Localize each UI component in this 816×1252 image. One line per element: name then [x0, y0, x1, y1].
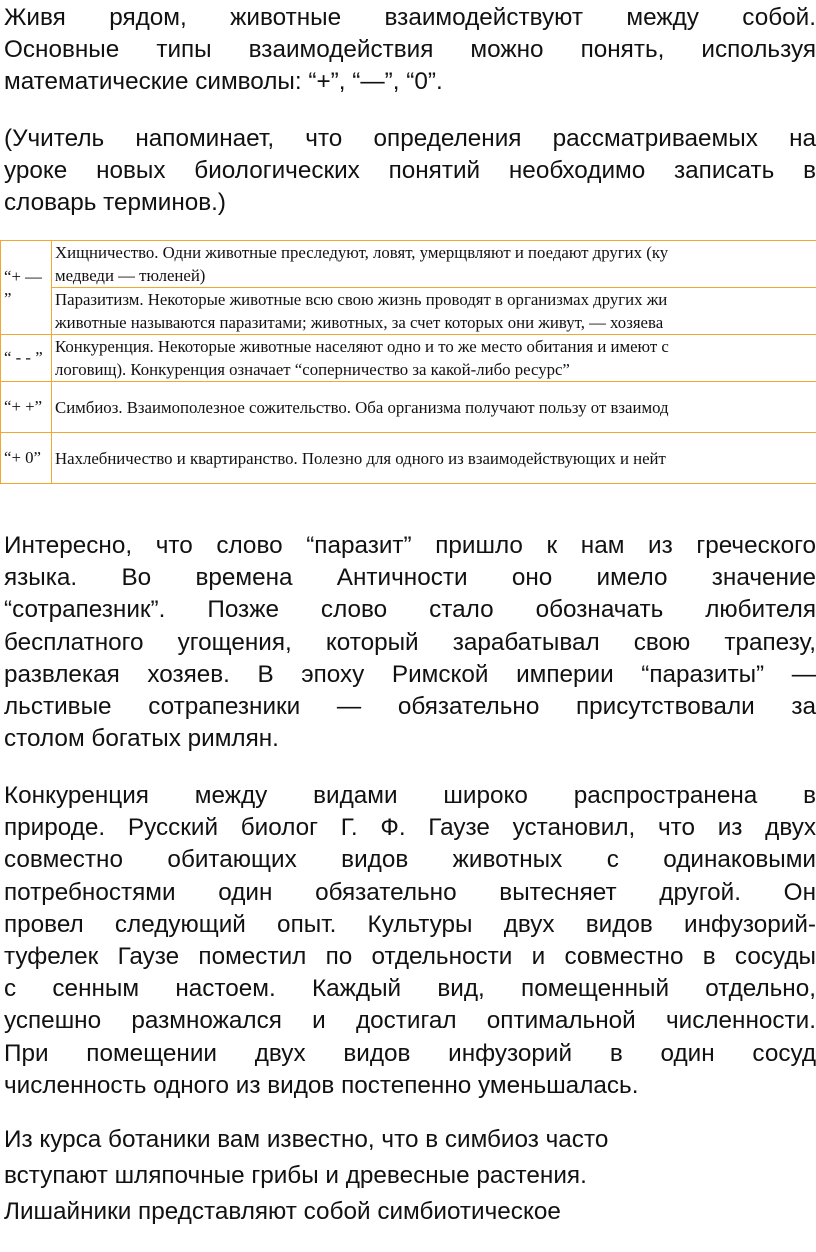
table-row: [1, 433, 816, 484]
text-line: Лишайники представляют собой симбиотическое: [4, 1198, 561, 1225]
text-line: бесплатного угощения, который зарабатывал свою трапезу,: [4, 628, 816, 656]
symbol-cell: “+ — ”: [1, 241, 52, 335]
text-line: уроке новых биологических понятий необходимо записать в: [4, 157, 816, 185]
competition-paragraph: [4, 780, 816, 1102]
symbol-cell: “ - - ”: [1, 335, 52, 382]
text-line: математические символы: “+”, “—”, “0”.: [4, 68, 443, 96]
text-line: туфелек Гаузе поместил по отдельности и совместно в сосуды: [4, 942, 816, 970]
table-row: [1, 382, 816, 433]
cell-line: Паразитизм. Некоторые животные всю свою жизнь проводят в организмах других жи: [55, 290, 668, 309]
definition-cell-symbiosis: [52, 382, 816, 433]
teacher-note-paragraph: [4, 123, 816, 220]
table-row: [1, 241, 816, 288]
symbiosis-paragraph: [4, 1122, 816, 1230]
definition-cell-parasitism: [52, 288, 816, 335]
table-row: [1, 335, 816, 382]
text-line: природе. Русский биолог Г. Ф. Гаузе установил, что из двух: [4, 814, 816, 842]
text-line: с сенным настоем. Каждый вид, помещенный отдельно,: [4, 975, 816, 1003]
parasite-etymology-paragraph: [4, 530, 816, 755]
symbol-cell: “+ 0”: [1, 433, 52, 484]
text-line: потребностями один обязательно вытесняет другой. Он: [4, 878, 816, 906]
definition-cell-predation: [52, 241, 816, 288]
text-line: языка. Во времена Античности оно имело значение: [4, 564, 816, 592]
text-line: Живя рядом, животные взаимодействуют между собой.: [4, 4, 816, 31]
text-line: “сотрапезник”. Позже слово стало обозначать любителя: [4, 596, 816, 624]
cell-line: животные называются паразитами; животных, за счет которых они живут, — хозяева: [55, 313, 664, 332]
text-line: словарь терминов.): [4, 189, 227, 217]
cell-line: логовищ). Конкуренция означает “соперничество за какой-либо ресурс”: [55, 360, 570, 379]
interaction-types-table: [0, 240, 816, 498]
text-line: совместно обитающих видов животных с одинаковыми: [4, 846, 816, 874]
intro-paragraph: [4, 2, 816, 99]
text-line: Основные типы взаимодействия можно понять, используя: [4, 36, 816, 64]
text-line: льстивые сотрапезники — обязательно присутствовали за: [4, 692, 816, 720]
text-line: вступают шляпочные грибы и древесные растения.: [4, 1162, 587, 1189]
text-line: провел следующий опыт. Культуры двух видов инфузорий-: [4, 910, 816, 938]
text-line: При помещении двух видов инфузорий в один сосуд: [4, 1039, 816, 1067]
text-line: Из курса ботаники вам известно, что в симбиоз часто: [4, 1126, 609, 1153]
table-row: [1, 288, 816, 335]
cell-line: Конкуренция. Некоторые животные населяют одно и то же место обитания и имеют с: [55, 337, 669, 356]
cell-line: Нахлебничество и квартиранство. Полезно для одного из взаимодействующих и нейт: [55, 448, 666, 468]
cell-line: Симбиоз. Взаимополезное сожительство. Оба организма получают пользу от взаимод: [55, 397, 669, 417]
symbol-cell: “+ +”: [1, 382, 52, 433]
text-line: Конкуренция между видами широко распространена в: [4, 782, 816, 809]
cell-line: Хищничество. Одни животные преследуют, ловят, умерщвляют и поедают других (ку: [55, 243, 669, 262]
definition-cell-commensalism: [52, 433, 816, 484]
text-line: развлекая хозяев. В эпоху Римской империи “паразиты” —: [4, 660, 816, 688]
text-line: численность одного из видов постепенно уменьшалась.: [4, 1071, 639, 1099]
text-line: (Учитель напоминает, что определения рассматриваемых на: [4, 125, 816, 152]
text-line: Интересно, что слово “паразит” пришло к нам из греческого: [4, 532, 816, 559]
text-line: успешно размножался и достигал оптимальной численности.: [4, 1007, 816, 1035]
text-line: столом богатых римлян.: [4, 725, 279, 753]
cell-line: медведи — тюленей): [55, 266, 206, 285]
definition-cell-competition: [52, 335, 816, 382]
